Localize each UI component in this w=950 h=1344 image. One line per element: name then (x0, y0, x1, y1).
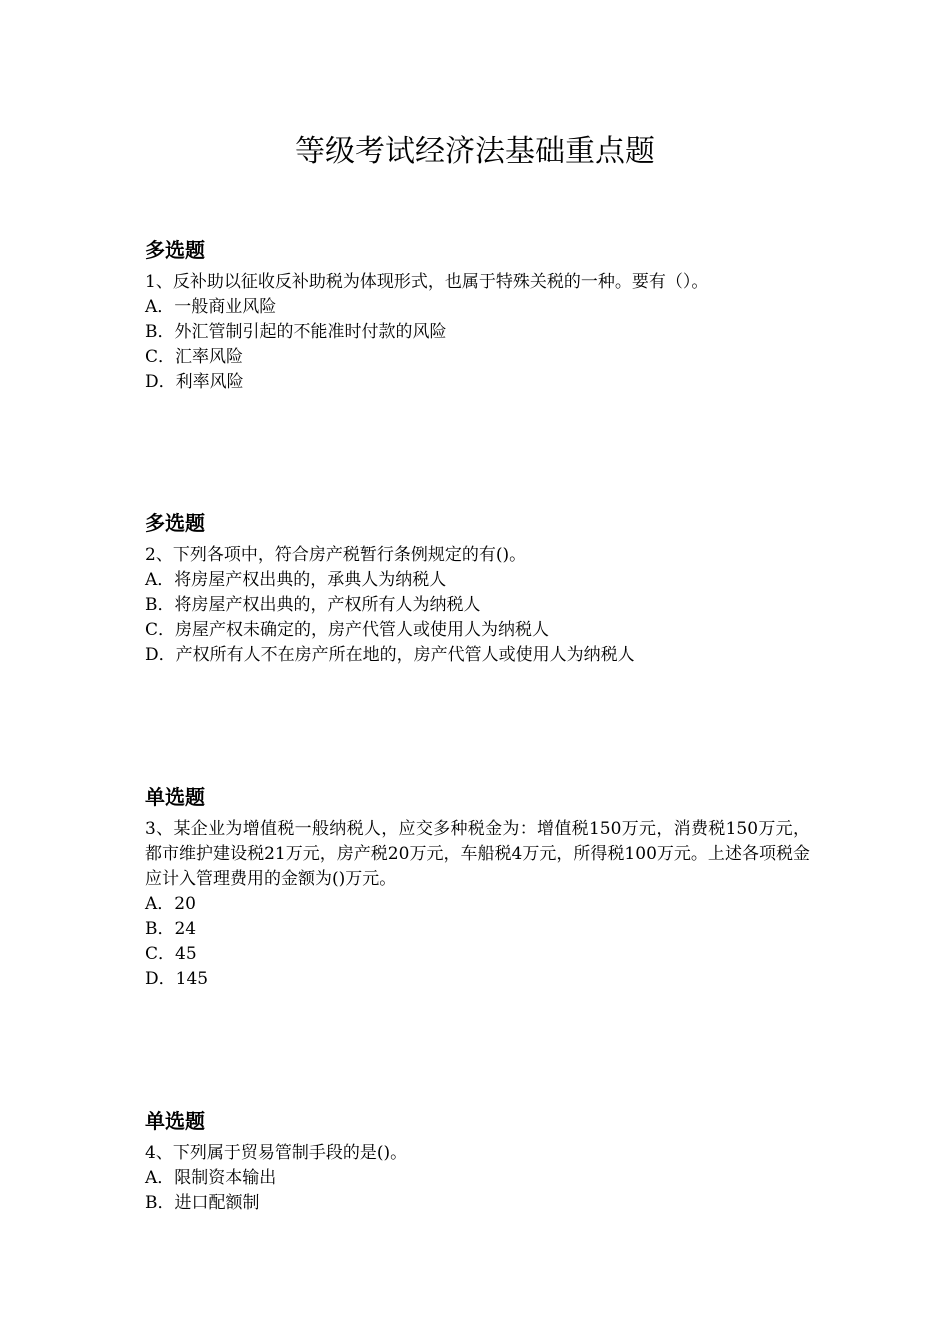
option-d: D．产权所有人不在房产所在地的，房产代管人或使用人为纳税人 (145, 645, 635, 665)
question-stem: 1、反补助以征收反补助税为体现形式，也属于特殊关税的一种。要有（）。 (145, 272, 709, 292)
option-b: B．外汇管制引起的不能准时付款的风险 (145, 322, 447, 342)
option-c: C．45 (145, 944, 197, 964)
option-a: A．将房屋产权出典的，承典人为纳税人 (145, 570, 447, 590)
option-a: A．限制资本输出 (145, 1168, 277, 1188)
option-list (145, 892, 810, 992)
question-3 (145, 783, 810, 992)
question-1 (145, 236, 810, 395)
option-b: B．将房屋产权出典的，产权所有人为纳税人 (145, 595, 481, 615)
option-list (145, 568, 810, 668)
option-a: A．20 (145, 894, 196, 914)
option-a: A．一般商业风险 (145, 297, 277, 317)
question-stem: 3、某企业为增值税一般纳税人，应交多种税金为：增值税150万元，消费税150万元，都市维护建设税21万元，房产税20万元，车船税4万元，所得税100万元。上述各项税金应计入管理费用的金额为()万元。 (145, 819, 810, 889)
option-list (145, 295, 810, 395)
option-d: D．145 (145, 969, 209, 989)
document-title: 等级考试经济法基础重点题 (295, 134, 655, 169)
option-b: B．24 (145, 919, 197, 939)
question-type: 单选题 (145, 785, 205, 809)
option-list (145, 1166, 810, 1216)
option-b: B．进口配额制 (145, 1193, 260, 1213)
question-type: 单选题 (145, 1109, 205, 1133)
question-type: 多选题 (145, 238, 205, 262)
option-c: C．房屋产权未确定的，房产代管人或使用人为纳税人 (145, 620, 550, 640)
question-4 (145, 1107, 810, 1216)
question-2 (145, 509, 810, 668)
option-c: C．汇率风险 (145, 347, 244, 367)
question-type: 多选题 (145, 511, 205, 535)
question-stem: 2、下列各项中，符合房产税暂行条例规定的有()。 (145, 545, 527, 565)
option-d: D．利率风险 (145, 372, 244, 392)
question-stem: 4、下列属于贸易管制手段的是()。 (145, 1143, 408, 1163)
